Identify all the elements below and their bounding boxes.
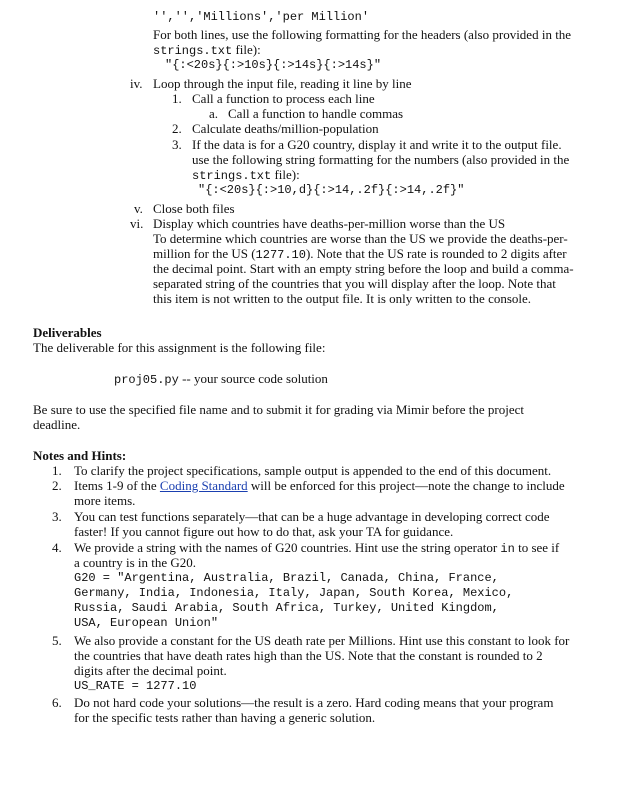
submission-note-1: Be sure to use the specified file name and to submit it for grading via Mimir before the project bbox=[33, 402, 524, 417]
note-4-post: to see if bbox=[514, 540, 560, 555]
file-suffix-2: file): bbox=[271, 167, 300, 182]
step-vi-para-1: To determine which countries are worse than the US we provide the deaths-per- bbox=[153, 231, 568, 246]
note-5-text-1: We also provide a constant for the US death rate per Millions. Hint use this constant to look for bbox=[74, 633, 570, 648]
header-format-intro: For both lines, use the following formatting for the headers (also provided in the bbox=[153, 27, 572, 42]
substep-a-text: Call a function to handle commas bbox=[228, 106, 404, 121]
notes-heading: Notes and Hints: bbox=[33, 448, 127, 463]
us-rate-code-line: US_RATE = 1277.10 bbox=[74, 679, 197, 693]
strings-file-name: strings.txt bbox=[153, 44, 233, 58]
deliverables-intro: The deliverable for this assignment is the following file: bbox=[33, 340, 326, 355]
deliverable-file-line bbox=[114, 371, 328, 388]
step-vi-text: Display which countries have deaths-per-million worse than the US bbox=[153, 216, 506, 231]
deliverable-file-desc: -- your source code solution bbox=[178, 371, 328, 386]
millions-header-line: '','','Millions','per Million' bbox=[153, 10, 370, 24]
step-vi-para-4: separated string of the countries that you will display after the loop. Note that bbox=[153, 276, 556, 291]
g20-code-line-1: G20 = "Argentina, Australia, Brazil, Canada, China, France, bbox=[74, 571, 499, 585]
step-iv-number: iv. bbox=[130, 76, 143, 91]
note-4-number: 4. bbox=[52, 540, 62, 555]
note-2-post: will be enforced for this project—note the change to include bbox=[247, 478, 565, 493]
coding-standard-link[interactable]: Coding Standard bbox=[159, 478, 248, 493]
substep-2-text: Calculate deaths/million-population bbox=[192, 121, 379, 136]
note-1-text: To clarify the project specifications, sample output is appended to the end of this document. bbox=[74, 463, 552, 478]
us-rate-inline: 1277.10 bbox=[255, 248, 306, 262]
note-3-text-1: You can test functions separately—that can be a huge advantage in developing correct code bbox=[74, 509, 550, 524]
substep-a-number: a. bbox=[209, 106, 219, 121]
substep-1-text: Call a function to process each line bbox=[192, 91, 375, 106]
note-5-text-3: digits after the decimal point. bbox=[74, 663, 227, 678]
number-format-string: "{:<20s}{:>10,d}{:>14,.2f}{:>14,.2f}" bbox=[198, 183, 465, 197]
substep-3-text-2: use the following string formatting for the numbers (also provided in the bbox=[192, 152, 570, 167]
substep-2-number: 2. bbox=[172, 121, 182, 136]
note-4-text-2: a country is in the G20. bbox=[74, 555, 197, 570]
step-vi-para-3: the decimal point. Start with an empty string before the loop and build a comma- bbox=[153, 261, 574, 276]
in-operator-code: in bbox=[500, 542, 515, 556]
step-vi-para-2a: million for the US ( bbox=[153, 246, 256, 261]
strings-file-name-2: strings.txt bbox=[192, 169, 272, 183]
step-vi-para-2b: ). Note that the US rate is rounded to 2 digits after bbox=[305, 246, 567, 261]
note-4-pre: We provide a string with the names of G20 countries. Hint use the string operator bbox=[74, 540, 501, 555]
note-6-text-1: Do not hard code your solutions—the result is a zero. Hard coding means that your program bbox=[74, 695, 554, 710]
header-format-string: "{:<20s}{:>10s}{:>14s}{:>14s}" bbox=[165, 58, 382, 72]
substep-1-number: 1. bbox=[172, 91, 182, 106]
step-v-text: Close both files bbox=[153, 201, 235, 216]
substep-3-text-1: If the data is for a G20 country, display it and write it to the output file. bbox=[192, 137, 562, 152]
g20-code-line-2: Germany, India, Indonesia, Italy, Japan, South Korea, Mexico, bbox=[74, 586, 514, 600]
deliverables-heading: Deliverables bbox=[33, 325, 102, 340]
note-2-text-2: more items. bbox=[74, 493, 136, 508]
note-6-number: 6. bbox=[52, 695, 62, 710]
note-6-text-2: for the specific tests rather than having a generic solution. bbox=[74, 710, 376, 725]
note-1-number: 1. bbox=[52, 463, 62, 478]
file-suffix: file): bbox=[232, 42, 261, 57]
note-2-number: 2. bbox=[52, 478, 62, 493]
step-vi-number: vi. bbox=[130, 216, 144, 231]
submission-note-2: deadline. bbox=[33, 417, 81, 432]
note-2-text-1 bbox=[74, 478, 565, 493]
note-3-number: 3. bbox=[52, 509, 62, 524]
note-2-pre: Items 1-9 of the bbox=[74, 478, 160, 493]
step-vi-para-5: this item is not written to the output file. It is only written to the console. bbox=[153, 291, 532, 306]
step-v-number: v. bbox=[134, 201, 143, 216]
g20-code-line-3: Russia, Saudi Arabia, South Africa, Turkey, United Kingdom, bbox=[74, 601, 499, 615]
note-3-text-2: faster! If you cannot figure out how to do that, ask your TA for guidance. bbox=[74, 524, 454, 539]
g20-code-line-4: USA, European Union" bbox=[74, 616, 219, 630]
note-5-number: 5. bbox=[52, 633, 62, 648]
deliverable-file-name: proj05.py bbox=[114, 373, 179, 387]
substep-3-number: 3. bbox=[172, 137, 182, 152]
header-format-file-line bbox=[153, 42, 261, 59]
substep-3-file-line bbox=[192, 167, 300, 184]
note-5-text-2: the countries that have death rates high than the US. Note that the constant is rounded to 2 bbox=[74, 648, 543, 663]
step-iv-text: Loop through the input file, reading it line by line bbox=[153, 76, 412, 91]
